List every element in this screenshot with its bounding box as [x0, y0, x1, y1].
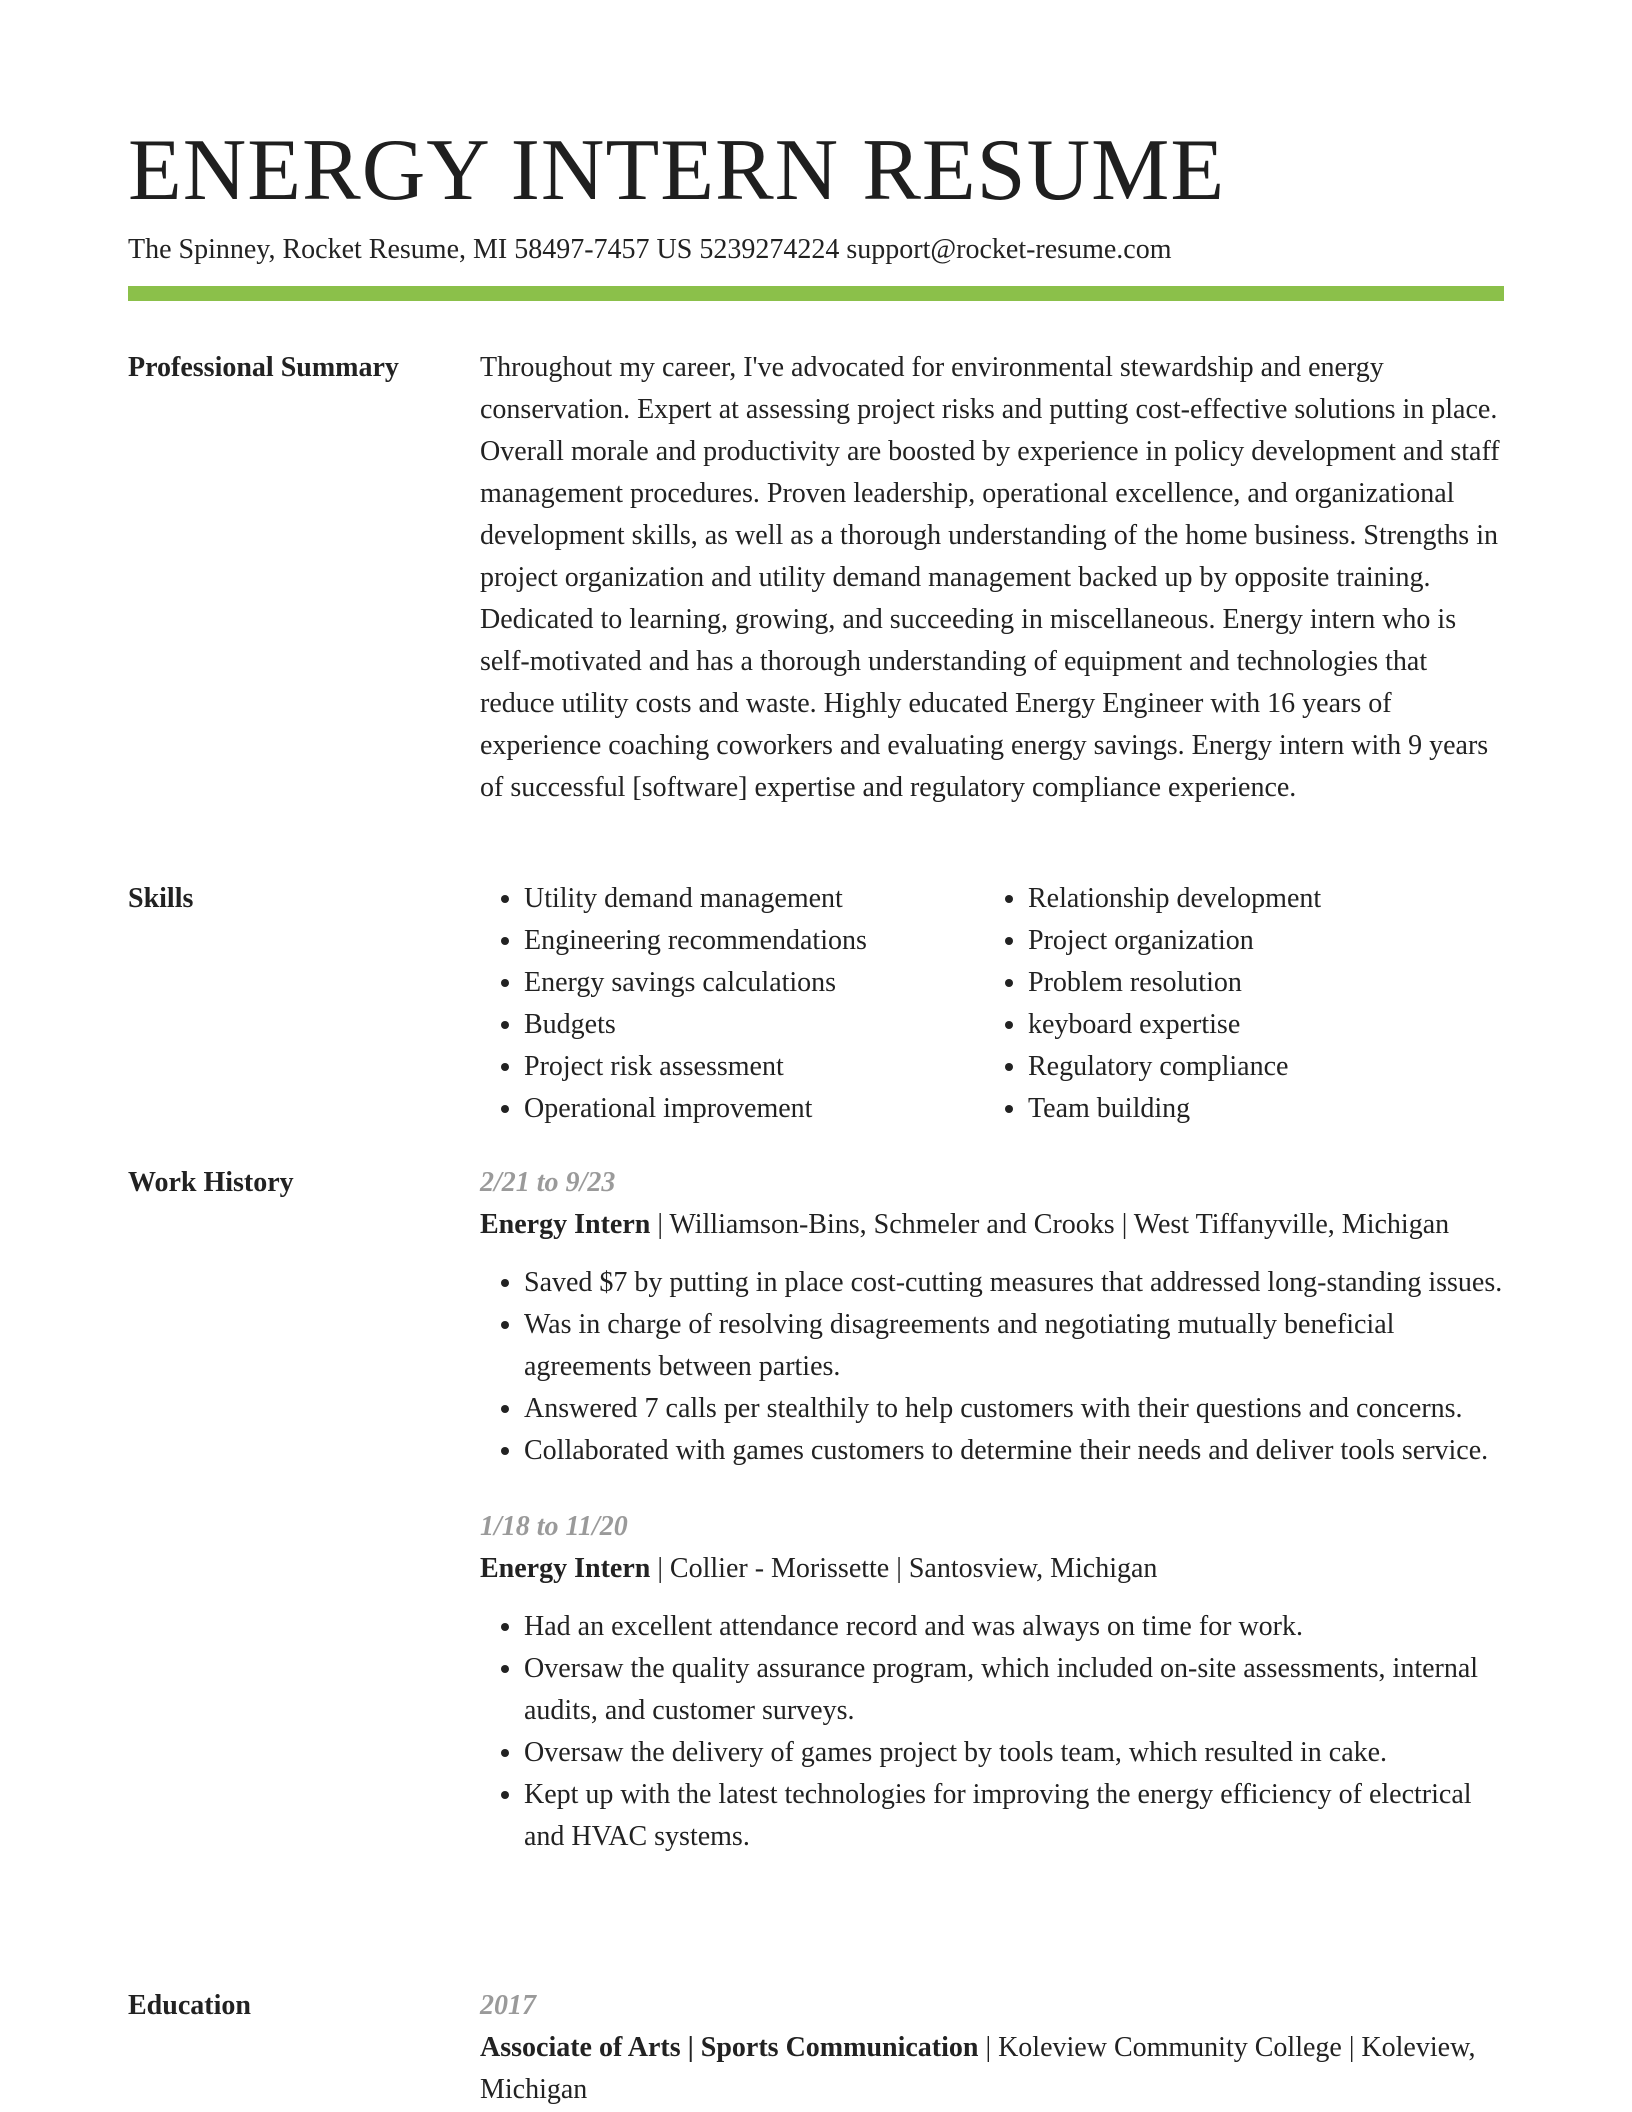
skill-item: • Project organization: [1028, 920, 1488, 962]
skill-item: • Engineering recommendations: [524, 920, 984, 962]
job-details: | Collier - Morissette | Santosview, Michigan: [650, 1553, 1158, 1584]
job-bullet: • Oversaw the quality assurance program, which included on-site assessments, internal audits, and customer surveys.: [524, 1648, 1504, 1732]
skill-item: • Budgets: [524, 1004, 984, 1046]
work-history-body: [480, 1162, 1504, 1892]
job-bullets: [480, 1262, 1504, 1472]
job-title: Energy Intern: [480, 1209, 651, 1240]
job-title: Energy Intern: [480, 1553, 651, 1584]
job-heading: [480, 1204, 1504, 1246]
job-heading: [480, 1548, 1504, 1590]
education-details: | Koleview Community College | Koleview, Michigan: [480, 2032, 1476, 2105]
job-bullet: • Was in charge of resolving disagreements and negotiating mutually beneficial agreements between parties.: [524, 1304, 1504, 1388]
skill-item: • keyboard expertise: [1028, 1004, 1488, 1046]
education-degree: Associate of Arts | Sports Communication: [480, 2032, 979, 2063]
job-entry: [480, 1162, 1504, 1472]
job-entry: [480, 1506, 1504, 1858]
education-body: [480, 1985, 1504, 2111]
accent-divider: [128, 286, 1504, 301]
job-bullet: • Saved $7 by putting in place cost-cutting measures that addressed long-standing issues.: [524, 1262, 1504, 1304]
resume-title: ENERGY INTERN RESUME: [128, 122, 1226, 219]
contact-phone: 5239274224: [699, 234, 840, 265]
skills-list-left: [480, 878, 984, 1130]
summary-heading: Professional Summary: [128, 352, 399, 383]
education-year: 2017: [480, 1990, 536, 2021]
summary-body: [480, 347, 1504, 809]
job-bullet: • Collaborated with games customers to determine their needs and deliver tools service.: [524, 1430, 1504, 1472]
contact-line: [128, 232, 1179, 268]
work-history-heading: Work History: [128, 1167, 294, 1198]
skills-heading: Skills: [128, 883, 194, 914]
job-bullet: • Had an excellent attendance record and was always on time for work.: [524, 1606, 1504, 1648]
skill-item: • Project risk assessment: [524, 1046, 984, 1088]
education-heading: Education: [128, 1990, 251, 2021]
job-dates: 2/21 to 9/23: [480, 1167, 616, 1198]
education-line: [480, 2027, 1504, 2111]
skill-item: • Team building: [1028, 1088, 1488, 1130]
skill-item: • Regulatory compliance: [1028, 1046, 1488, 1088]
skill-item: • Energy savings calculations: [524, 962, 984, 1004]
contact-address: The Spinney, Rocket Resume, MI 58497-7457 US: [128, 234, 693, 265]
skills-list-right: [984, 878, 1488, 1130]
skill-item: • Relationship development: [1028, 878, 1488, 920]
summary-text: Throughout my career, I've advocated for environmental stewardship and energy conservation. Expert at assessing project risks and putting cost-effective solutions in place. Overall morale and productivity are boosted by experience in policy development and staff management procedures. Proven leadership, operational excellence, and organizational development skills, as well as a thorough understanding of the home business. Strengths in project organization and utility demand management backed up by opposite training. Dedicated to learning, growing, and succeeding in miscellaneous. Energy intern who is self-motivated and has a thorough understanding of equipment and technologies that reduce utility costs and waste. Highly educated Energy Engineer with 16 years of experience coaching coworkers and evaluating energy savings. Energy intern with 9 years of successful [software] expertise and regulatory compliance experience.: [480, 352, 1500, 803]
skill-item: • Operational improvement: [524, 1088, 984, 1130]
job-bullet: • Oversaw the delivery of games project by tools team, which resulted in cake.: [524, 1732, 1504, 1774]
job-details: | Williamson-Bins, Schmeler and Crooks | West Tiffanyville, Michigan: [650, 1209, 1450, 1240]
job-dates: 1/18 to 11/20: [480, 1511, 628, 1542]
skill-item: • Problem resolution: [1028, 962, 1488, 1004]
job-bullets: [480, 1606, 1504, 1858]
job-bullet: • Answered 7 calls per stealthily to help customers with their questions and concerns.: [524, 1388, 1504, 1430]
contact-email: support@rocket-resume.com: [846, 234, 1172, 265]
job-bullet: • Kept up with the latest technologies for improving the energy efficiency of electrical and HVAC systems.: [524, 1774, 1504, 1858]
skills-body: [480, 878, 1504, 1130]
skill-item: • Utility demand management: [524, 878, 984, 920]
